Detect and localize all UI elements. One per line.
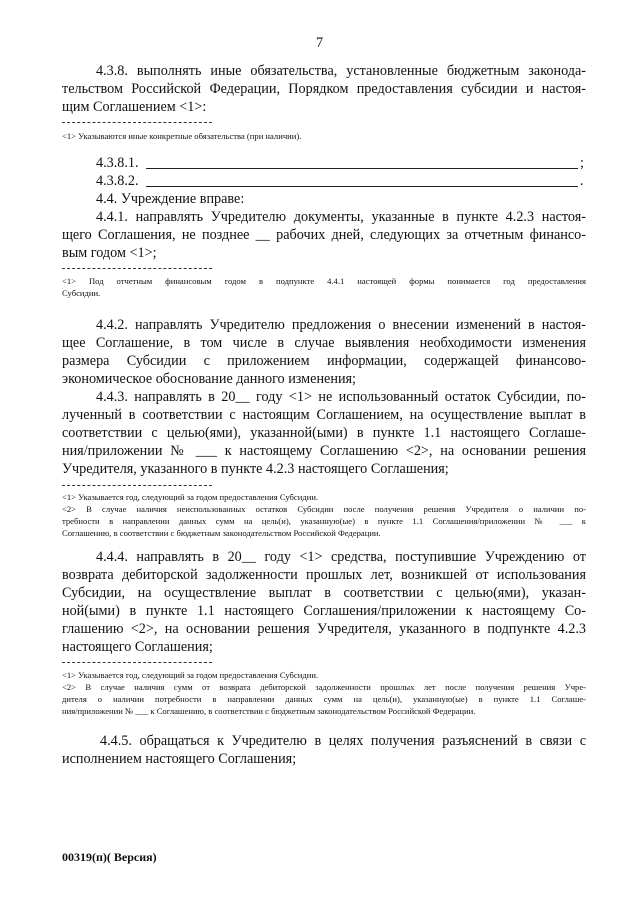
paragraph-4-4-3-line-2: лученный в соответствии с настоящим Соглашением, на осуществление выплат в xyxy=(62,407,586,423)
paragraph-4-4-3-line-3: соответствии с целью(ями), указанной(ыми) в пункте 1.1 настоящего Соглаше- xyxy=(62,425,586,441)
footnote-4-4-3-line-2: <2> В случае наличия неиспользованных остатков Субсидии после получения решения Учредителя о наличии по- xyxy=(62,504,586,514)
footnote-separator xyxy=(62,268,212,269)
item-4-3-8-2-label: 4.3.8.2. xyxy=(96,173,139,189)
item-4-3-8-1-end: ; xyxy=(580,155,584,171)
footnote-4-4-4-line-1: <1> Указывается год, следующий за годом предоставления Субсидии. xyxy=(62,670,319,680)
paragraph-4-4-1-line-3: вым годом <1>; xyxy=(62,245,157,261)
footnote-separator xyxy=(62,485,212,486)
paragraph-4-4-4-line-3: Субсидии, на осуществление выплат в соответствии с целью(ями), указан- xyxy=(62,585,586,601)
paragraph-4-3-8-line-2: тельством Российской Федерации, Порядком предоставления субсидии и настоя- xyxy=(62,81,586,97)
footnote-4-4-4-line-2: <2> В случае наличия сумм от возврата дебиторской задолженности прошлых лет после получения решения Учре- xyxy=(62,682,586,692)
footnote-separator xyxy=(62,122,212,123)
section-4-4-heading: 4.4. Учреждение вправе: xyxy=(96,191,245,207)
paragraph-4-3-8-line-3: щим Соглашением <1>: xyxy=(62,99,207,115)
paragraph-4-4-5-line-2: исполнением настоящего Соглашения; xyxy=(62,751,297,767)
paragraph-4-4-2-line-3: размера Субсидии с приложением информации, содержащей финансово- xyxy=(62,353,586,369)
paragraph-4-4-3-line-4: ния/приложении № ___ к настоящему Соглашению <2>, на основании решения xyxy=(62,443,586,459)
form-code-footer xyxy=(62,848,157,866)
paragraph-4-4-4-line-2: возврата дебиторской задолженности прошлых лет, возникшей от использования xyxy=(62,567,586,583)
paragraph-4-4-1-line-1: 4.4.1. направлять Учредителю документы, указанные в пункте 4.2.3 настоя- xyxy=(96,209,586,225)
footnote-4-4-3-line-4: Соглашению, в соответствии с бюджетным законодательством Российской Федерации. xyxy=(62,528,381,538)
footnote-separator xyxy=(62,662,212,663)
paragraph-4-4-4-line-1: 4.4.4. направлять в 20__ году <1> средства, поступившие Учреждению от xyxy=(96,549,586,565)
item-4-3-8-1-label: 4.3.8.1. xyxy=(96,155,139,171)
footnote-4-4-4-line-4: ния/приложении № ___ к Соглашению, в соответствии с бюджетным законодательством Российской Федерации. xyxy=(62,706,476,716)
item-4-3-8-2-blank-line xyxy=(146,186,578,187)
paragraph-4-3-8-line-1: 4.3.8. выполнять иные обязательства, установленные бюджетным законода- xyxy=(96,63,586,79)
paragraph-4-4-3-line-5: Учредителя, указанного в пункте 4.2.3 настоящего Соглашения; xyxy=(62,461,449,477)
footnote-4-4-1-line-1: <1> Под отчетным финансовым годом в подпункте 4.4.1 настоящей формы понимается год предоставления xyxy=(62,276,586,286)
paragraph-4-4-3-line-1: 4.4.3. направлять в 20__ году <1> не использованный остаток Субсидии, по- xyxy=(96,389,586,405)
footnote-4-4-4-line-3: дителя о наличии потребности в направлении данных сумм на цель(и), указанную(ые) в пункте 1.1 Соглаше- xyxy=(62,694,586,704)
item-4-3-8-2-end: . xyxy=(580,173,584,189)
footnote-4-4-1-line-2: Субсидии. xyxy=(62,288,101,298)
paragraph-4-4-2-line-1: 4.4.2. направлять Учредителю предложения о внесении изменений в настоя- xyxy=(96,317,586,333)
footnote-4-4-3-line-3: требности в направлении данных сумм на цель(и), указанную(ые) в пункте 1.1 Соглашения/приложении № ___ к xyxy=(62,516,586,526)
item-4-3-8-1-blank-line xyxy=(146,168,578,169)
paragraph-4-4-4-line-6: настоящего Соглашения; xyxy=(62,639,213,655)
paragraph-4-4-1-line-2: щего Соглашения, не позднее __ рабочих дней, следующих за отчетным финансо- xyxy=(62,227,586,243)
paragraph-4-4-4-line-4: ной(ыми) в пункте 1.1 настоящего Соглашения/приложении к настоящему Со- xyxy=(62,603,586,619)
paragraph-4-4-5-line-1: 4.4.5. обращаться к Учредителю в целях получения разъяснений в связи с xyxy=(100,733,586,749)
paragraph-4-4-2-line-4: экономическое обоснование данного изменения; xyxy=(62,371,357,387)
footnote-4-3-8: <1> Указываются иные конкретные обязательства (при наличии). xyxy=(62,131,302,141)
page-number: 7 xyxy=(316,35,324,51)
paragraph-4-4-4-line-5: глашению <2>, на основании решения Учредителя, указанного в подпункте 4.2.3 xyxy=(62,621,586,637)
paragraph-4-4-2-line-2: щее Соглашение, в том числе в случае выявления необходимости изменения xyxy=(62,335,586,351)
form-code: 00319(п)( Версия) xyxy=(62,850,157,864)
footnote-4-4-3-line-1: <1> Указывается год, следующий за годом предоставления Субсидии. xyxy=(62,492,319,502)
